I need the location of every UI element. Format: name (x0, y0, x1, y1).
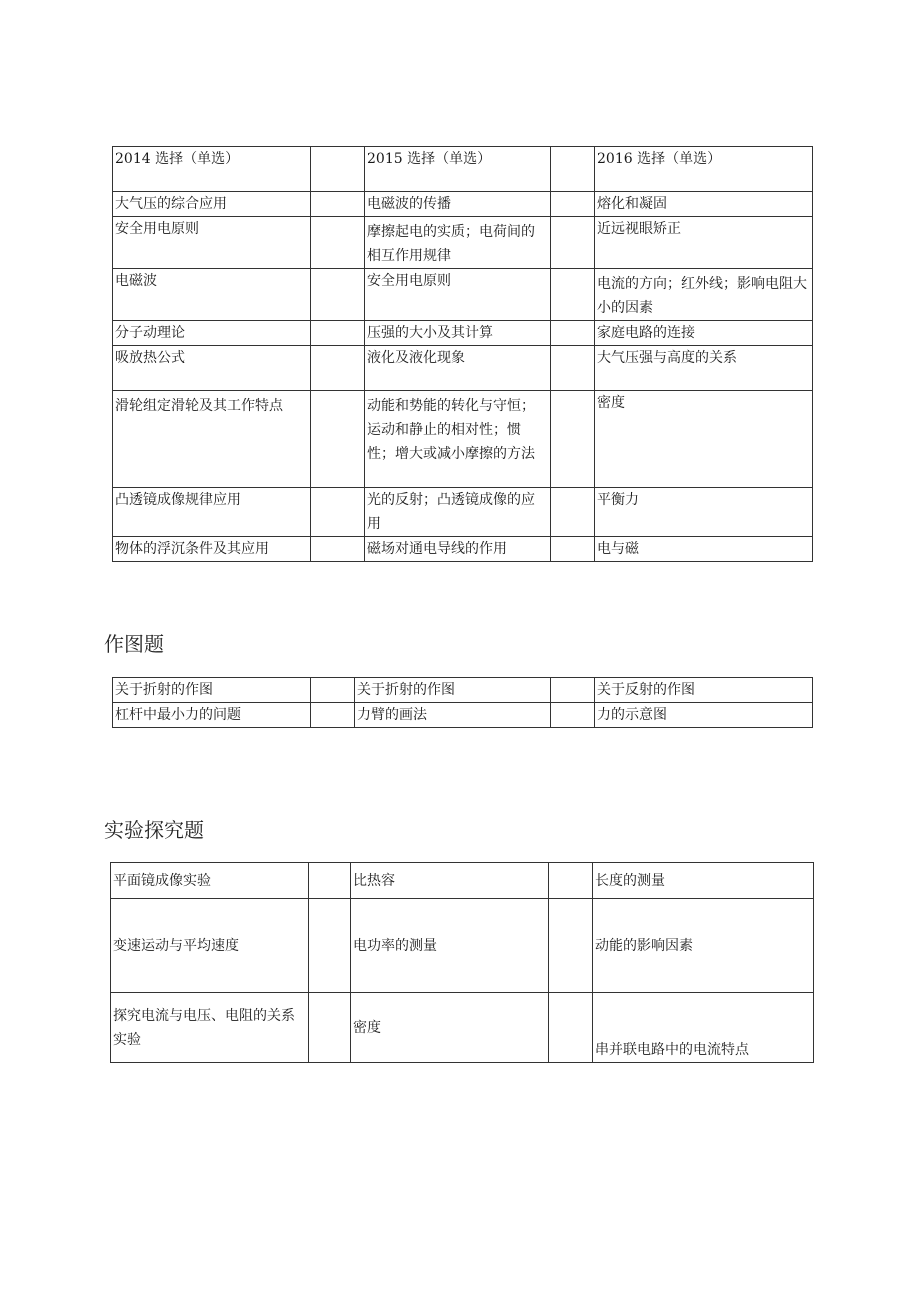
table-row (113, 321, 813, 346)
table-row (113, 391, 813, 488)
cell-col2: 比热容 (351, 863, 549, 899)
table-row (111, 899, 814, 993)
drawing-section-title: 作图题 (104, 632, 164, 656)
header-2016: 2016 选择（单选） (595, 147, 813, 192)
table-row (113, 346, 813, 391)
cell-2015: 动能和势能的转化与守恒；运动和静止的相对性；惯性；增大或减小摩擦的方法 (365, 391, 551, 488)
cell-col2: 关于折射的作图 (355, 678, 551, 703)
cell-2014: 滑轮组定滑轮及其工作特点 (113, 391, 311, 488)
cell-2016: 近远视眼矫正 (595, 217, 813, 269)
cell-2015: 光的反射；凸透镜成像的应用 (365, 488, 551, 537)
spacer-cell (311, 346, 365, 391)
spacer-cell (551, 703, 595, 728)
spacer-cell (309, 899, 351, 993)
cell-2014: 吸放热公式 (113, 346, 311, 391)
cell-col3: 串并联电路中的电流特点 (593, 993, 814, 1063)
cell-2016: 平衡力 (595, 488, 813, 537)
cell-2015: 摩擦起电的实质；电荷间的相互作用规律 (365, 217, 551, 269)
cell-2015: 电磁波的传播 (365, 192, 551, 217)
spacer-cell (549, 863, 593, 899)
experiment-table (110, 862, 814, 1063)
spacer-cell (551, 537, 595, 562)
cell-col1: 探究电流与电压、电阻的关系实验 (111, 993, 309, 1063)
table-row (113, 678, 813, 703)
spacer-cell (311, 703, 355, 728)
spacer-cell (551, 192, 595, 217)
cell-col3: 力的示意图 (595, 703, 813, 728)
spacer-cell (311, 391, 365, 488)
cell-2016: 电与磁 (595, 537, 813, 562)
cell-2015: 磁场对通电导线的作用 (365, 537, 551, 562)
spacer-cell (311, 488, 365, 537)
cell-2016: 家庭电路的连接 (595, 321, 813, 346)
cell-col3: 关于反射的作图 (595, 678, 813, 703)
spacer-cell (311, 147, 365, 192)
spacer-cell (551, 217, 595, 269)
experiment-section-title: 实验探究题 (104, 818, 204, 842)
cell-col3: 长度的测量 (593, 863, 814, 899)
spacer-cell (551, 488, 595, 537)
cell-col2: 密度 (351, 993, 549, 1063)
cell-col1: 关于折射的作图 (113, 678, 311, 703)
cell-2016: 密度 (595, 391, 813, 488)
cell-2015: 压强的大小及其计算 (365, 321, 551, 346)
spacer-cell (309, 993, 351, 1063)
choice-table (112, 146, 813, 562)
table-row (113, 217, 813, 269)
cell-2015: 液化及液化现象 (365, 346, 551, 391)
spacer-cell (551, 269, 595, 321)
cell-2014: 安全用电原则 (113, 217, 311, 269)
cell-2014: 物体的浮沉条件及其应用 (113, 537, 311, 562)
cell-2015: 安全用电原则 (365, 269, 551, 321)
cell-2014: 分子动理论 (113, 321, 311, 346)
spacer-cell (311, 192, 365, 217)
spacer-cell (551, 346, 595, 391)
spacer-cell (311, 321, 365, 346)
cell-2016: 电流的方向；红外线；影响电阻大小的因素 (595, 269, 813, 321)
cell-col2: 电功率的测量 (351, 899, 549, 993)
cell-col1: 变速运动与平均速度 (111, 899, 309, 993)
cell-2016: 大气压强与高度的关系 (595, 346, 813, 391)
spacer-cell (551, 147, 595, 192)
header-2015: 2015 选择（单选） (365, 147, 551, 192)
spacer-cell (551, 391, 595, 488)
spacer-cell (311, 537, 365, 562)
spacer-cell (549, 993, 593, 1063)
header-2014: 2014 选择（单选） (113, 147, 311, 192)
cell-2014: 大气压的综合应用 (113, 192, 311, 217)
spacer-cell (551, 321, 595, 346)
table-row (113, 703, 813, 728)
table-row (113, 269, 813, 321)
cell-col2: 力臂的画法 (355, 703, 551, 728)
spacer-cell (311, 269, 365, 321)
spacer-cell (549, 899, 593, 993)
table-row (113, 192, 813, 217)
drawing-table (112, 677, 813, 728)
cell-col3: 动能的影响因素 (593, 899, 814, 993)
table-row (111, 993, 814, 1063)
table-row (111, 863, 814, 899)
cell-2014: 电磁波 (113, 269, 311, 321)
cell-2014: 凸透镜成像规律应用 (113, 488, 311, 537)
table-header-row (113, 147, 813, 192)
spacer-cell (311, 678, 355, 703)
table-row (113, 537, 813, 562)
spacer-cell (311, 217, 365, 269)
cell-2016: 熔化和凝固 (595, 192, 813, 217)
spacer-cell (309, 863, 351, 899)
cell-col1: 平面镜成像实验 (111, 863, 309, 899)
cell-col1: 杠杆中最小力的问题 (113, 703, 311, 728)
spacer-cell (551, 678, 595, 703)
table-row (113, 488, 813, 537)
